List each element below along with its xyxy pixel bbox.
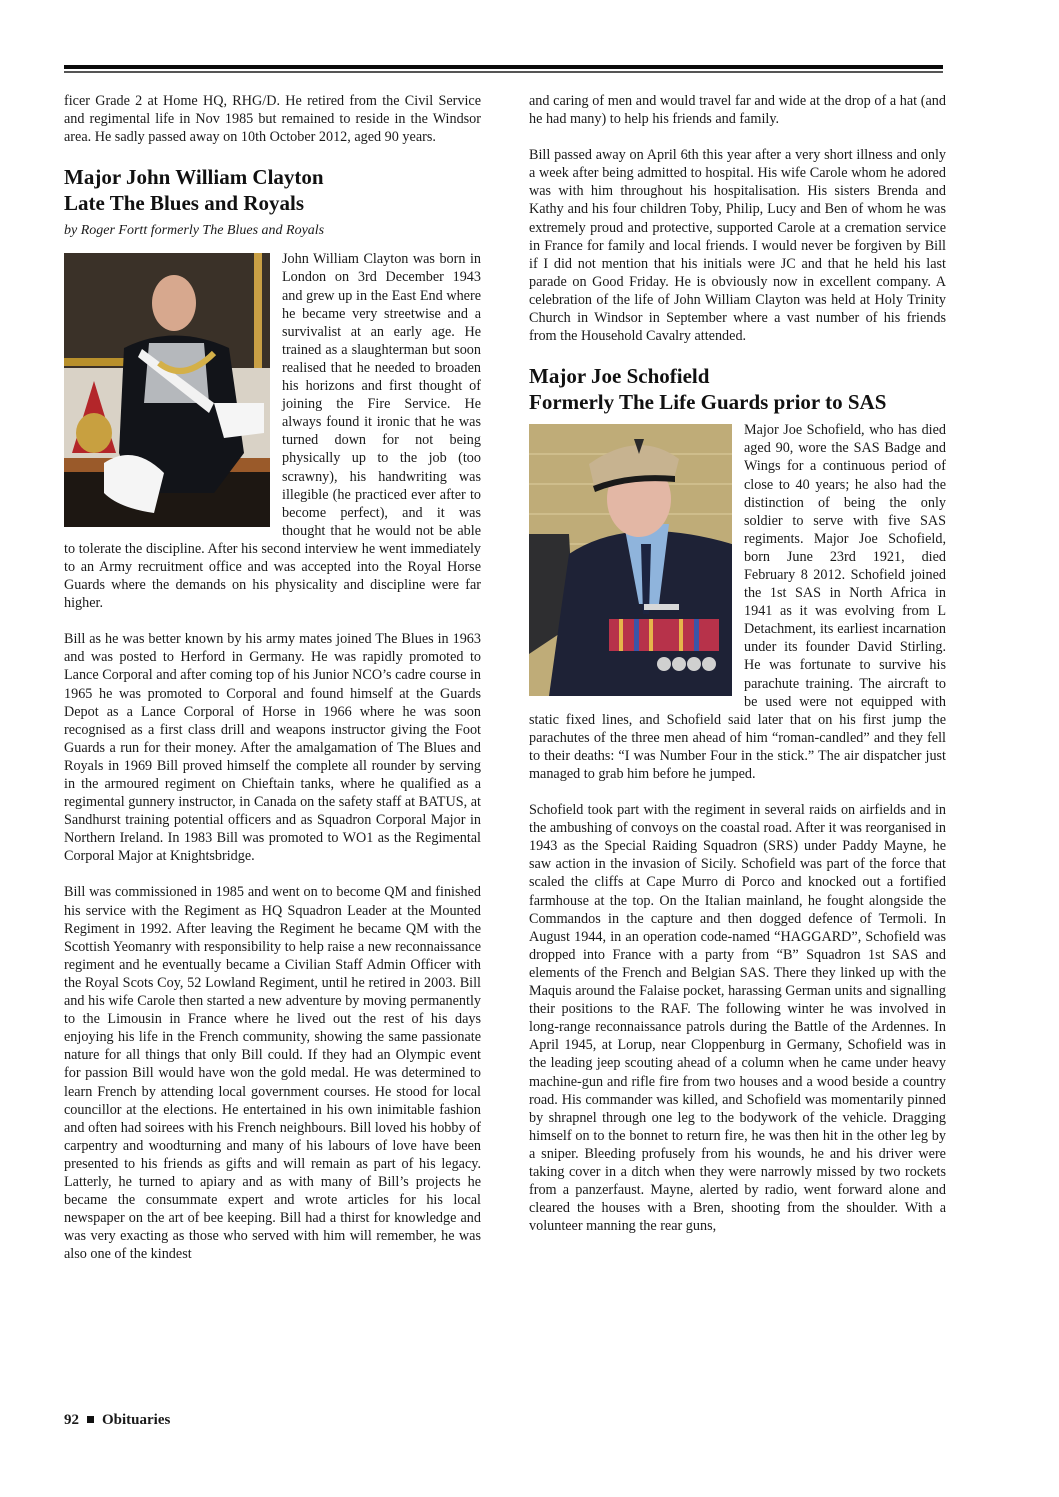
left-column — [64, 92, 481, 1263]
article-title-line1: Major John William Clayton — [64, 165, 324, 190]
article-title-line2: Late The Blues and Royals — [64, 191, 304, 216]
clayton-paragraph-1: John William Clayton was born in London on 3rd December 1943 and grew up in the East End where he became very streetwise and a survivalist at an early age. He trained as a slaughterman but soon realised that he needed to broaden his horizons and first thought of joining the Fire Service. He always found it ironic that he was turned down for not being physically up to the job (too scrawny), his handwriting was illegible (he practiced ever after to become perfect), and it was thought that he would not be able to tolerate the discipline. After his second interview he went immediately to an Army recruitment office and was accepted into the Royal Horse Guards where the demands on his physicality and discipline were far higher. — [64, 251, 481, 612]
clayton-continued-paragraph-1: and caring of men and would travel far and wide at the drop of a hat (and he had many) to help his friends and family. — [529, 93, 946, 128]
header-rule-thick — [64, 65, 943, 69]
clayton-paragraph-2: Bill as he was better known by his army mates joined The Blues in 1963 and was posted to Herford in Germany. He was rapidly promoted to Lance Corporal and after coming top of his Junior NCO’s cadre course in 1965 he was promoted to Corporal and found himself at the Guards Depot as a Lance Corporal of Horse in 1966 where he was soon recognised as a first class drill and weapons instructor giving the Foot Guards a run for their money. After the amalgamation of The Blues and Royals in 1969 Bill proved himself the complete all rounder by serving in the armoured regiment on Chieftain tanks, where he qualified as a regimental gunnery instructor, in Canada on the safety staff at BATUS, at Sandhurst training potential officers and as Squadron Corporal Major in Northern Ireland. In 1983 Bill was promoted to WO1 as the Regimental Corporal Major at Knightsbridge. — [64, 631, 481, 865]
continued-paragraph: ficer Grade 2 at Home HQ, RHG/D. He retired from the Civil Service and regimental life in Nov 1985 but remained to reside in the Windsor area. He sadly passed away on 10th October 2012, aged 90 years. — [64, 93, 481, 146]
section-name: Obituaries — [102, 1412, 171, 1428]
clayton-portrait-illustration — [64, 253, 270, 527]
article-title-clayton — [64, 164, 481, 216]
header-rule-thin — [64, 71, 943, 73]
schofield-portrait-illustration — [529, 424, 732, 696]
clayton-continued-paragraph-2: Bill passed away on April 6th this year after a very short illness and only a week after being admitted to hospital. His wife Carole whom he adored was with him throughout his hospitalisation. His sisters Brenda and Kathy and his four children Toby, Philip, Lucy and Ben of whom he was extremely proud and protective, supported Carole at a cremation service in France for family and local friends. I would never be forgiven by Bill if I did not mention that his initials were JC and that he held his last parade on Good Friday. He is obviously now in excellent company. A celebration of the life of John William Clayton was held at Holy Trinity Church in Windsor in September where a vast number of his friends from the Household Cavalry attended. — [529, 147, 946, 345]
schofield-paragraph-1: Major Joe Schofield, who has died aged 90, wore the SAS Badge and Wings for a continuous period of close to 40 years; he also had the distinction of being the only soldier to serve with five SAS regiments. Major Joe Schofield, born June 23rd 1921, died February 8 2012. Schofield joined the 1st SAS in North Africa in 1941 as it was evolving from L Detachment, its earliest incarnation under its founder David Stirling. He was fortunate to survive his parachute training. The aircraft to be used were not equipped with static fixed lines, and Schofield said later that on his first jump the parachutes of the three men ahead of him “roman-candled” and they fell to their deaths: “I was Number Four in the stick.” The air dispatcher just managed to grab him before he jumped. — [529, 422, 946, 782]
article-title-line1: Major Joe Schofield — [529, 364, 710, 389]
square-bullet-icon — [87, 1416, 94, 1423]
clayton-photo — [64, 253, 270, 527]
article-title-line2: Formerly The Life Guards prior to SAS — [529, 390, 887, 415]
right-column — [529, 92, 946, 1235]
clayton-paragraph-3: Bill was commissioned in 1985 and went on to become QM and finished his service with the Regiment as HQ Squadron Leader at the Mounted Regiment in 1992. After leaving the Regiment he became QM with the Scottish Yeomanry with responsibility to help raise a new reconnaissance regiment and he eventually became a Civilian Staff Admin Officer with the Royal Scots Coy, 52 Lowland Regiment, until he retired in 2003. Bill and his wife Carole then started a new adventure by moving permanently to the Limousin in France where he lived out the rest of his days enjoying his life in the French community, showing the same passionate nature for all things that only Bill could. If they had an Olympic event for passion Bill would have won the gold medal. He was determined to learn French by attending local government courses. He stood for local councillor at the elections. He entertained in his own inimitable fashion and often had soirees with his French neighbours. Bill loved his hobby of carpentry and woodturning and many of his labours of love have been presented to his friends as gifts and will remain as part of his legacy. Latterly, he turned to apiary and as with many of Bill’s projects he became the consummate expert and wrote articles for his local newspaper on the art of bee keeping. Bill had a thirst for knowledge and was very exacting as those who served with him will remember, he was also one of the kindest — [64, 884, 481, 1263]
page-number: 92 — [64, 1412, 79, 1428]
article-byline: by Roger Fortt formerly The Blues and Royals — [64, 223, 325, 239]
schofield-paragraph-2: Schofield took part with the regiment in several raids on airfields and in the ambushing of convoys on the coastal road. After it was reorganised in 1943 as the Special Raiding Squadron (SRS) under Paddy Mayne, he saw action in the invasion of Sicily. Schofield was part of the force that scaled the cliffs at Cape Murro di Porco and knocked out a fortified farmhouse at the top. On the Italian mainland, he fought alongside the Commandos in the capture and then dogged defence of Termoli. In August 1944, in an operation code-named “HAGGARD”, Schofield was dropped into France with a party from “B” Squadron 1st SAS and elements of the French and Belgian SAS. There they linked up with the Maquis around the Falaise pocket, harassing German units and signalling their positions to the RAF. The following winter he was involved in long-range reconnaissance patrols during the Battle of the Ardennes. In April 1945, at Lorup, near Cloppenburg in Germany, Schofield was in the leading jeep scouting ahead of a column when he came under heavy machine-gun and rifle fire from two houses and a wood beside a country road. His commander was killed, and Schofield was momentarily pinned by shrapnel through one leg to the bodywork of the vehicle. Dragging himself on to the bonnet to return fire, he was then hit in the other leg by a sniper. Bleeding profusely from his wounds, he and his driver were taking cover in a ditch when they were narrowly missed by two rockets from a panzerfaust. Mayne, alerted by radio, went forward alone and cleared the houses with a Bren, shooting from the shoulder. With a volunteer manning the rear guns, — [529, 802, 946, 1235]
article-title-schofield — [529, 363, 946, 415]
schofield-photo — [529, 424, 732, 696]
page-footer — [64, 1412, 170, 1429]
